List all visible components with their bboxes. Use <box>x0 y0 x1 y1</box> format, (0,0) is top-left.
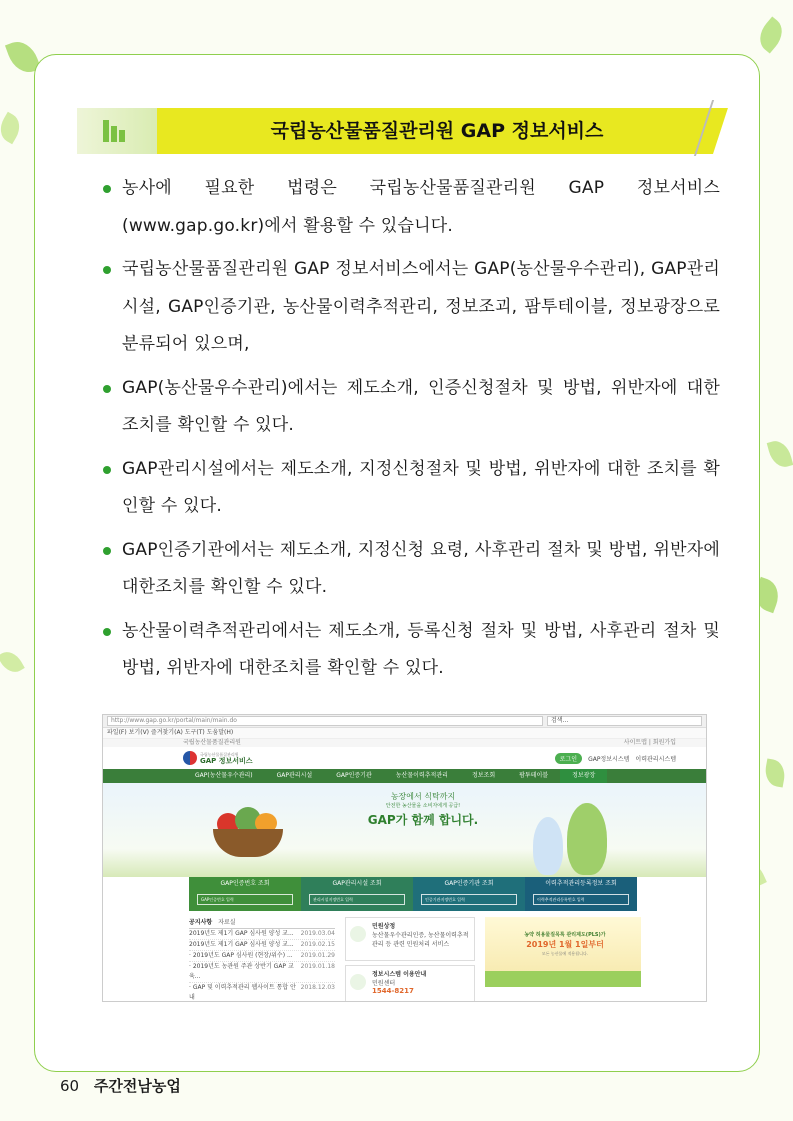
hero-banner <box>103 783 706 877</box>
notice-date: 2019.02.15 <box>300 941 335 948</box>
leaf-decoration <box>0 647 25 677</box>
complaint-text: 농산물우수관리인증, 농산물이력추적관리 등 관련 민원처리 서비스 <box>372 932 469 948</box>
helpdesk-number: 1544-8217 <box>372 987 414 995</box>
site-logo[interactable] <box>183 751 253 765</box>
document-icon <box>350 926 366 942</box>
bullet-item: GAP(농산물우수관리)에서는 제도소개, 인증신청절차 및 방법, 위반자에 대한 조치를 확인할 수 있다. <box>100 370 720 445</box>
helpdesk-sub: 민원센터 <box>372 980 396 987</box>
browser-toolbar <box>103 715 706 728</box>
page-footer <box>60 1076 181 1096</box>
complaint-box[interactable] <box>345 917 475 961</box>
browser-search[interactable]: 검색... <box>547 716 702 726</box>
hero-headline: 농장에서 식탁까지 <box>390 792 456 801</box>
website-screenshot <box>102 714 707 1002</box>
quick-search-input[interactable]: 인증기관지정번호 입력 <box>421 894 517 905</box>
quick-search-input[interactable]: 관리시설지정번호 입력 <box>309 894 405 905</box>
leaf-decoration <box>767 438 793 470</box>
site-top-left: 국립농산물품질관리원 <box>183 739 241 746</box>
grass-decoration <box>485 971 641 987</box>
notice-row[interactable] <box>189 983 335 1002</box>
address-bar[interactable]: http://www.gap.go.kr/portal/main/main.do <box>107 716 543 726</box>
vegetable-basket-image <box>203 801 293 861</box>
bottom-section <box>103 911 706 1002</box>
leaf-decoration <box>753 16 789 53</box>
login-button[interactable]: 로그인 <box>555 753 582 764</box>
nav-item[interactable]: 정보광장 <box>560 769 607 783</box>
gap-system-link[interactable]: GAP정보시스템 <box>588 755 630 763</box>
notice-row[interactable] <box>189 940 335 951</box>
magazine-title: 주간전남농업 <box>93 1077 181 1095</box>
headset-icon <box>350 974 366 990</box>
notice-date: 2019.03.04 <box>300 930 335 937</box>
leaf-decoration <box>0 112 25 145</box>
promo-line2: 2019년 1월 1일부터 <box>526 940 604 949</box>
notice-title: 2019년도 제1기 GAP 심사원 양성 교... <box>189 930 294 937</box>
bullet-item: 농산물이력추적관리에서는 제도소개, 등록신청 절차 및 방법, 사후관리 절차 및 방법, 위반자에 대한조치를 확인할 수 있다. <box>100 613 720 688</box>
quick-search-box <box>189 877 301 911</box>
quick-search-box <box>413 877 525 911</box>
site-topbar <box>103 739 706 747</box>
bullet-item: 국립농산물품질관리원 GAP 정보서비스에서는 GAP(농산물우수관리), GAP관리시설, GAP인증기관, 농산물이력추적관리, 정보조괴, 팜투테이블, 정보광장으로 분류되어 있으며, <box>100 251 720 364</box>
quick-search-box <box>525 877 637 911</box>
notice-tabs <box>189 917 335 929</box>
browser-menu[interactable]: 파일(F) 보기(V) 즐겨찾기(A) 도구(T) 도움말(H) <box>103 728 706 739</box>
quick-search-input[interactable]: 이력추적관리등록번호 입력 <box>533 894 629 905</box>
nav-item[interactable]: 팜투테이블 <box>519 772 549 779</box>
header-links <box>555 753 676 764</box>
bar-chart-icon <box>103 120 129 142</box>
nav-item[interactable]: GAP(농산물우수관리) <box>195 772 253 779</box>
quick-search-title: GAP인증기관 조회 <box>444 880 494 887</box>
notice-date: 2019.01.18 <box>300 963 335 970</box>
notice-row[interactable] <box>189 929 335 940</box>
site-header <box>103 747 706 769</box>
promo-line1: 농약 허용물질목록 관리제도(PLS)가 <box>524 932 606 938</box>
pls-promo-banner[interactable] <box>485 917 641 987</box>
site-nav <box>103 769 706 783</box>
notice-row[interactable] <box>189 962 335 983</box>
logo-title: GAP 정보서비스 <box>200 756 253 765</box>
tab-archive[interactable]: 자료실 <box>218 919 236 926</box>
nav-item[interactable]: 정보조회 <box>471 772 496 779</box>
notice-title: · GAP 및 이력추적관리 웹사이트 통합 안내 <box>189 984 296 1001</box>
site-top-right[interactable]: 사이트맵 | 회원가입 <box>623 739 676 746</box>
quick-search-title: 이력추적관리등록정보 조회 <box>545 880 617 887</box>
section-banner <box>77 108 713 154</box>
quick-search-input[interactable]: GAP인증번호 입력 <box>197 894 293 905</box>
page-number: 60 <box>60 1077 80 1095</box>
promo-line3: 모든 농산물에 적용됩니다. <box>541 951 589 956</box>
notice-row[interactable] <box>189 951 335 962</box>
quick-search-box <box>301 877 413 911</box>
quick-search-row <box>103 877 706 911</box>
info-column <box>345 917 475 1002</box>
quick-search-title: GAP관리시설 조회 <box>332 880 382 887</box>
helpdesk-box[interactable] <box>345 965 475 1002</box>
nav-item[interactable]: GAP인증기관 <box>336 772 372 779</box>
hero-subline: 안전한 농산물을 소비자에게 공급! <box>385 803 461 809</box>
government-emblem-icon <box>183 751 197 765</box>
leaf-decoration <box>763 758 787 787</box>
notice-title: · 2019년도 GAP 심사원 (현장/위수) ... <box>189 952 293 959</box>
nav-item[interactable]: GAP관리시설 <box>276 772 313 779</box>
notice-date: 2018.12.03 <box>300 984 335 991</box>
notice-date: 2019.01.29 <box>300 952 335 959</box>
logo-subtitle: 국립농산물품질관리원 <box>200 751 239 757</box>
bullet-item: GAP인증기관에서는 제도소개, 지정신청 요령, 사후관리 절차 및 방법, 위반자에 대한조치를 확인할 수 있다. <box>100 532 720 607</box>
complaint-title: 민원상정 <box>372 923 396 930</box>
quick-search-title: GAP인증번호 조회 <box>220 880 270 887</box>
bullet-list <box>100 170 720 694</box>
helpdesk-title: 정보시스템 이용안내 <box>372 971 427 978</box>
hero-text <box>343 791 503 828</box>
tab-notice[interactable]: 공지사항 <box>189 919 213 926</box>
banner-title: 국립농산물품질관리원 GAP 정보서비스 <box>270 120 604 142</box>
bullet-item: GAP관리시설에서는 제도소개, 지정신청절차 및 방법, 위반자에 대한 조치를 확인할 수 있다. <box>100 451 720 526</box>
notice-title: 2019년도 제1기 GAP 심사원 양성 교... <box>189 941 294 948</box>
children-image <box>523 797 623 877</box>
bullet-item: 농사에 필요한 법령은 국립농산물품질관리원 GAP 정보서비스 (www.gap.go.kr)에서 활용할 수 있습니다. <box>100 170 720 245</box>
trace-system-link[interactable]: 이력관리시스템 <box>635 755 676 763</box>
notice-title: · 2019년도 농관원 주관 상반기 GAP 교육... <box>189 963 294 980</box>
nav-item[interactable]: 농산물이력추적관리 <box>395 772 448 779</box>
notice-board <box>189 917 335 1002</box>
hero-slogan: GAP가 함께 합니다. <box>367 813 479 827</box>
